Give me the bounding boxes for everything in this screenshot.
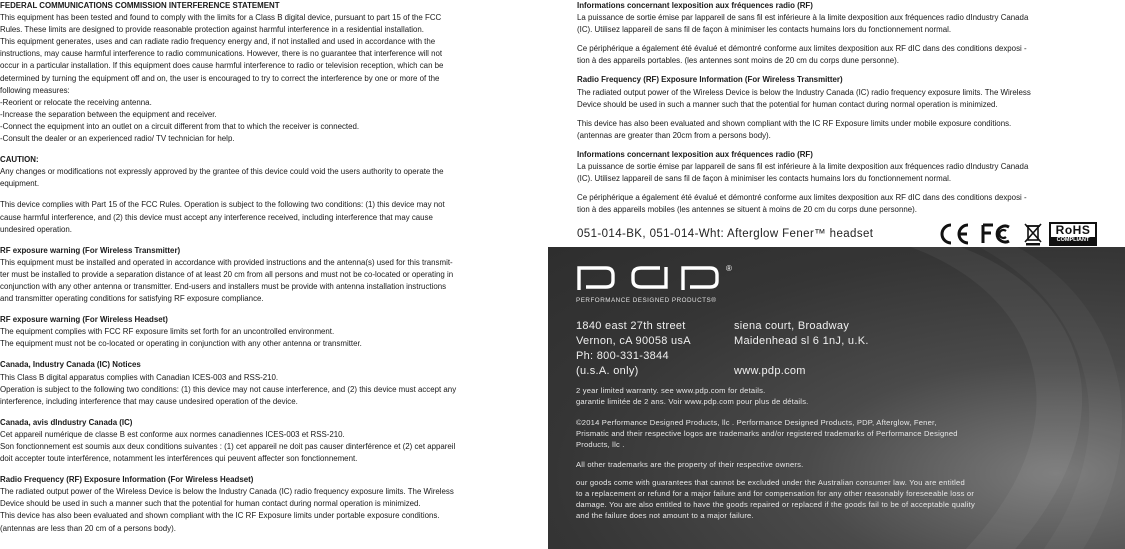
text-line: This device has also been evaluated and shown compliant with the IC RF Exposure limits under mobile exposure conditions. — [577, 118, 1012, 128]
consumer-guarantee-text — [576, 477, 1096, 521]
text-line: This equipment generates, uses and can radiate radio frequency energy and, if not installed and used in accordance with the — [0, 37, 436, 47]
text-line: Rules. These limits are designed to provide reasonable protection against harmful interference in a residential installation. — [0, 25, 424, 35]
text-line: doit accepter toute interférence, notamment les interférences qui peuvent affecter son fonctionnement. — [0, 454, 358, 464]
text-line: and transmitter operating conditions for satisfying RF exposure compliance. — [0, 294, 264, 304]
rohs-title: RoHS — [1055, 223, 1091, 237]
ce-mark-icon — [937, 222, 971, 246]
left-column — [0, 0, 528, 535]
text-line: Cet appareil numérique de classe B est conforme aux normes canadiennes ICES-003 et RSS-210. — [0, 429, 345, 439]
text-line: (IC). Utilisez lappareil de sans fil de façon à minimiser les contacts humains lors du fonctionnement normal. — [577, 174, 952, 184]
address-line: (u.s.A. only) — [576, 365, 639, 377]
address-line: 1840 east 27th street — [576, 320, 686, 332]
address-line: Vernon, cA 90058 usA — [576, 335, 691, 347]
text-line: (antennas are less than 20 cm of a persons body). — [0, 523, 176, 533]
section-heading: Radio Frequency (RF) Exposure Information (For Wireless Transmitter) — [577, 75, 843, 85]
section-heading: FEDERAL COMMUNICATIONS COMMISSION INTERFERENCE STATEMENT — [0, 1, 280, 10]
section-heading: Canada, Industry Canada (IC) Notices — [0, 360, 141, 370]
registered-mark: ® — [726, 264, 732, 273]
us-address — [576, 319, 691, 379]
address-line: Ph: 800-331-3844 — [576, 350, 669, 362]
text-line: The equipment complies with FCC RF exposure limits set forth for an uncontrolled environment. — [0, 327, 335, 337]
text-line: equipment. — [0, 179, 40, 189]
text-line: This Class B digital apparatus complies with Canadian ICES-003 and RSS-210. — [0, 372, 279, 382]
text-line: La puissance de sortie émise par lappareil de sans fil est inférieure à la limite dexposition aux fréquences radio dIndustry Canada — [577, 162, 1029, 172]
text-line: ter must be installed to provide a separation distance of at least 20 cm from all persons and must not be co-located or operating in — [0, 269, 454, 279]
trademarks-text — [576, 459, 1096, 470]
address-line: siena court, Broadway — [734, 320, 850, 332]
text-line: Son fonctionnement est soumis aux deux conditions suivantes : (1) cet appareil ne doit pas causer dinterférence et (2) cet appareil — [0, 442, 456, 451]
text-line: determined by turning the equipment off and on, the user is encouraged to try to correct the interference by one or more of the — [0, 73, 440, 83]
rohs-subtitle: COMPLIANT — [1051, 237, 1095, 244]
text-line: -Connect the equipment into an outlet on a circuit different from that to which the receiver is connected. — [0, 121, 360, 131]
text-line: to a replacement or refund for a major failure and for compensation for any other reasonably foreseeable loss or — [576, 489, 975, 498]
text-line: cause harmful interference, and (2) this device must accept any interference received, including interference that may cause — [0, 212, 433, 222]
model-label: 051-014-BK, 051-014-Wht: Afterglow Fener™ headset — [577, 228, 874, 240]
text-line: Device should be used in such a manner such that the potential for human contact during normal operation is minimized. — [577, 99, 998, 109]
text-line: -Reorient or relocate the receiving antenna. — [0, 97, 152, 107]
copyright-text — [576, 417, 1096, 450]
text-line: This equipment has been tested and found to comply with the limits for a Class B digital device, pursuant to part 15 of the FCC — [0, 13, 442, 23]
rohs-badge — [1049, 222, 1097, 246]
text-line: 2 year limited warranty. see www.pdp.com for details. — [576, 386, 766, 395]
text-line: The radiated output power of the Wireless Device is below the Industry Canada (IC) radio frequency exposure limits. The Wireless — [577, 87, 1031, 97]
section-heading: RF exposure warning (For Wireless Transmitter) — [0, 245, 181, 255]
text-line: This device complies with Part 15 of the FCC Rules. Operation is subject to the following two conditions: (1) this device may not — [0, 200, 445, 210]
text-line: -Consult the dealer or an experienced radio/ TV technician for help. — [0, 134, 235, 144]
section-heading: CAUTION: — [0, 155, 39, 165]
text-line: La puissance de sortie émise par lappareil de sans fil est inférieure à la limite dexposition aux fréquences radio dIndustry Canada — [577, 13, 1029, 23]
text-line: Any changes or modifications not expressly approved by the grantee of this device could void the users authority to operate the — [0, 167, 444, 177]
address-line: Maidenhead sl 6 1nJ, u.K. — [734, 335, 869, 347]
text-line: interference, including interference that may cause undesired operation of the device. — [0, 396, 298, 406]
brand-panel — [548, 247, 1125, 549]
text-line: Operation is subject to the following two conditions: (1) this device may not cause interference, and (2) this device must accept any — [0, 384, 457, 394]
text-line: The radiated output power of the Wireless Device is below the Industry Canada (IC) radio frequency exposure limits. The Wireless — [0, 487, 454, 497]
section-heading: Canada, avis dIndustry Canada (IC) — [0, 417, 133, 427]
text-line: Ce périphérique a également été évalué et démontré conforme aux limites dexposition aux RF dIC dans des conditions dexposi - — [577, 44, 1027, 54]
text-line: Products, llc . — [576, 440, 625, 449]
fcc-mark-icon — [981, 222, 1015, 246]
text-line: (antennas are greater than 20cm from a persons body). — [577, 130, 771, 140]
text-line: garantie limitée de 2 ans. Voir www.pdp.com pour plus de détails. — [576, 397, 809, 406]
text-line: undesired operation. — [0, 224, 72, 234]
text-line: All other trademarks are the property of their respective owners. — [576, 460, 804, 469]
warranty-text — [576, 385, 1096, 407]
brand-tagline: PERFORMANCE DESIGNED PRODUCTS® — [576, 297, 717, 304]
text-line: -Increase the separation between the equipment and receiver. — [0, 109, 217, 119]
section-heading: Radio Frequency (RF) Exposure Information (For Wireless Headset) — [0, 475, 254, 485]
text-line: This equipment must be installed and operated in accordance with provided instructions and the antenna(s) used for this transmit- — [0, 257, 453, 267]
text-line: tion à des appareils mobiles (les antennes se situent à moins de 20 cm du corps dune personne). — [577, 205, 917, 215]
section-heading: Informations concernant lexposition aux fréquences radio (RF) — [577, 1, 813, 10]
section-heading: RF exposure warning (For Wireless Headset) — [0, 315, 168, 325]
text-line: and the failure does not amount to a major failure. — [576, 511, 754, 520]
text-line: Device should be used in such a manner such that the potential for human contact during normal operation is minimized. — [0, 499, 421, 509]
text-line: (IC). Utilisez lappareil de sans fil de façon à minimiser les contacts humains lors du fonctionnement normal. — [577, 25, 952, 35]
text-line: occur in a particular installation. If this equipment does cause harmful interference to radio or television reception, which can be — [0, 61, 444, 71]
text-line: damage. You are also entitled to have the goods repaired or replaced if the goods fail to be of acceptable quality — [576, 500, 975, 509]
right-column — [577, 0, 1107, 216]
pdp-logo-icon — [576, 263, 726, 291]
weee-bin-icon — [1023, 222, 1043, 246]
uk-address — [734, 319, 869, 379]
text-line: tion à des appareils portables. (les antennes sont moins de 20 cm du corps dune personne). — [577, 56, 899, 66]
text-line: instructions, may cause harmful interference to radio communications. However, there is no guarantee that interference will not — [0, 49, 443, 59]
text-line: ©2014 Performance Designed Products, llc . Performance Designed Products, PDP, Afterglow, Fener, — [576, 418, 937, 427]
text-line: This device has also been evaluated and shown compliant with the IC RF Exposure limits under portable exposure conditions. — [0, 511, 440, 521]
text-line: Ce périphérique a également été évalué et démontré conforme aux limites dexposition aux RF dIC dans des conditions dexposi - — [577, 193, 1027, 203]
section-heading: Informations concernant lexposition aux fréquences radio (RF) — [577, 149, 813, 159]
text-line: conjunction with any other antenna or transmitter. End-users and installers must be provide with antenna installation instructions — [0, 281, 447, 291]
text-line: The equipment must not be co-located or operating in conjunction with any other antenna or transmitter. — [0, 339, 362, 349]
text-line: following measures: — [0, 85, 70, 95]
address-line — [734, 349, 869, 364]
text-line: our goods come with guarantees that cannot be excluded under the Australian consumer law. You are entitled — [576, 478, 965, 487]
website: www.pdp.com — [734, 365, 806, 377]
text-line: Prismatic and their respective logos are trademarks and/or registered trademarks of Performance Designed — [576, 429, 958, 438]
model-row — [577, 222, 1097, 248]
